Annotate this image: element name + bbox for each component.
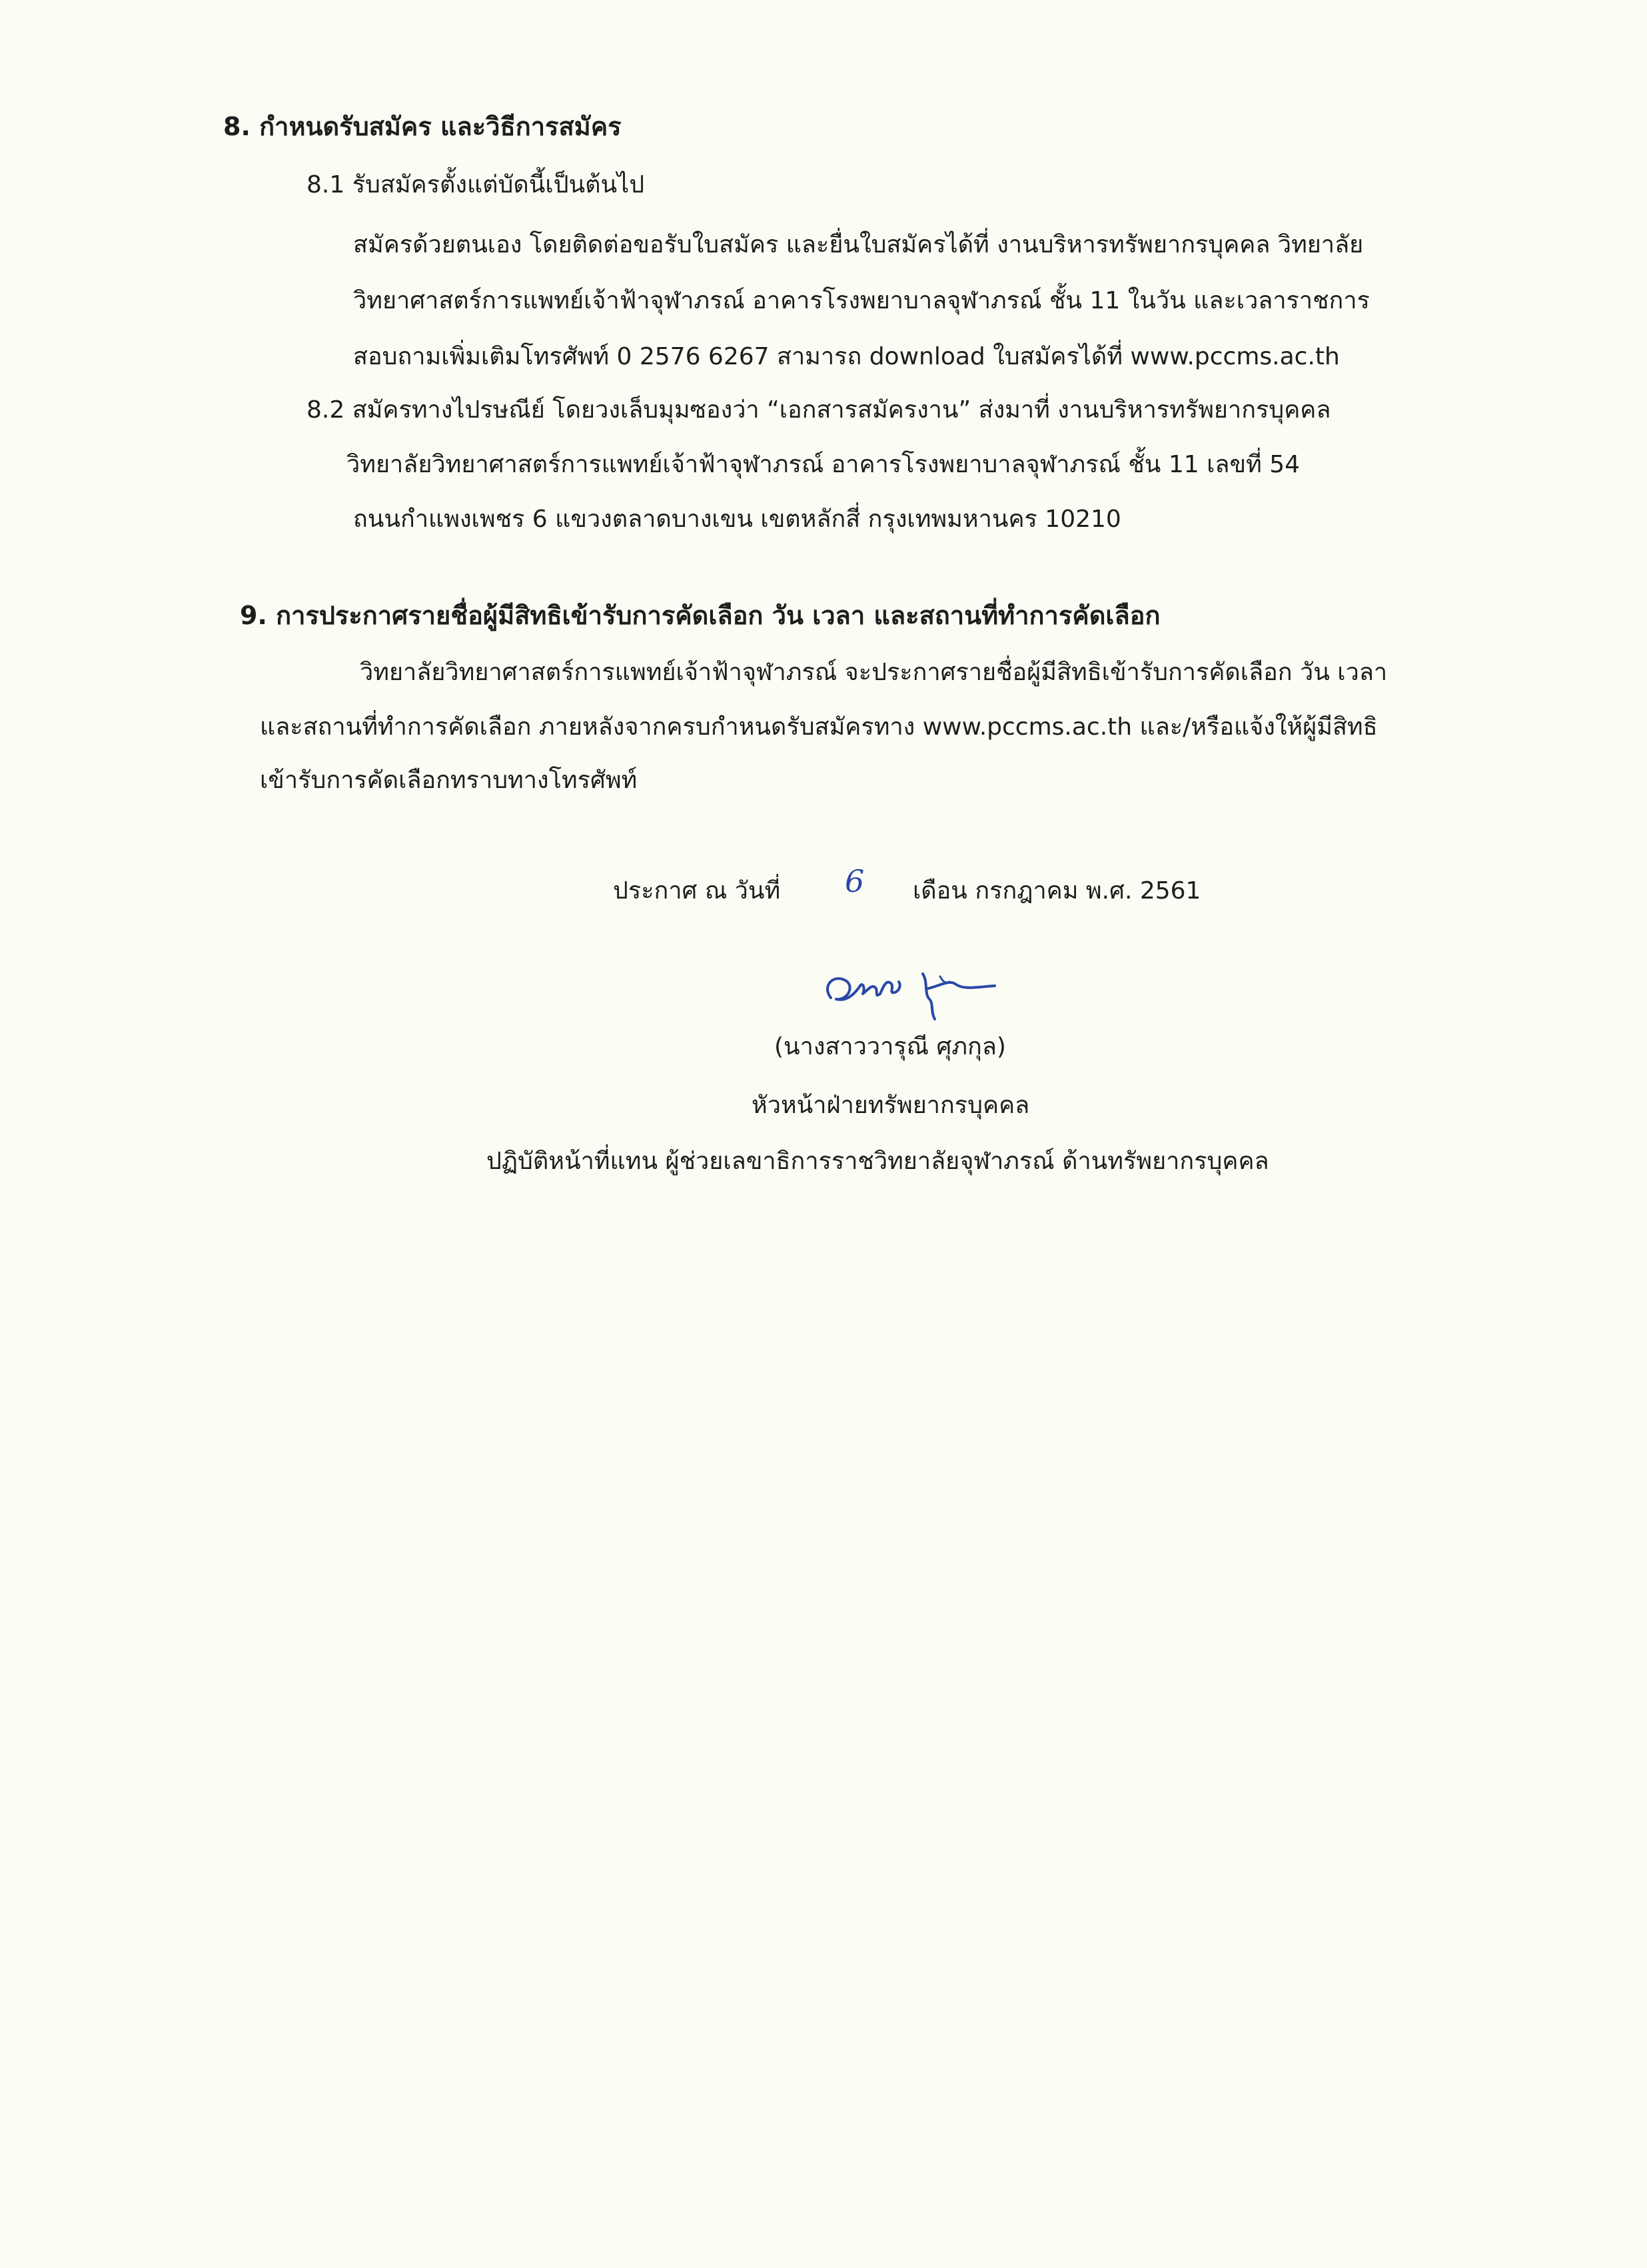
item-8-2-title: 8.2 สมัครทางไปรษณีย์ โดยวงเล็บมุมซองว่า “เอกสารสมัครงาน” ส่งมาที่ งานบริหารทรัพยากรบุคคล [306, 396, 1331, 424]
item-8-1-title: 8.1 รับสมัครตั้งแต่บัดนี้เป็นต้นไป [306, 171, 645, 198]
signatory-name: (นางสาววารุณี ศุภกุล) [774, 1033, 1006, 1060]
handwritten-signature [816, 959, 1016, 1026]
section-9-line-1: วิทยาลัยวิทยาศาสตร์การแพทย์เจ้าฟ้าจุฬาภรณ์ จะประกาศรายชื่อผู้มีสิทธิเข้ารับการคัดเลือก วัน เวลา [360, 659, 1388, 686]
section-9-line-2: และสถานที่ทำการคัดเลือก ภายหลังจากครบกำหนดรับสมัครทาง www.pccms.ac.th และ/หรือแจ้งให้ผู้มีสิทธิ [260, 713, 1378, 741]
announcement-month-year: เดือน กรกฎาคม พ.ศ. 2561 [913, 877, 1201, 905]
section-9-heading: 9. การประกาศรายชื่อผู้มีสิทธิเข้ารับการคัดเลือก วัน เวลา และสถานที่ทำการคัดเลือก [240, 601, 1161, 630]
signatory-acting-role: ปฏิบัติหน้าที่แทน ผู้ช่วยเลขาธิการราชวิทยาลัยจุฬาภรณ์ ด้านทรัพยากรบุคคล [486, 1148, 1269, 1175]
section-8-heading: 8. กำหนดรับสมัคร และวิธีการสมัคร [223, 112, 622, 141]
section-9-line-3: เข้ารับการคัดเลือกทราบทางโทรศัพท์ [260, 767, 638, 794]
announcement-prefix: ประกาศ ณ วันที่ [613, 877, 781, 905]
item-8-2-line-2: ถนนกำแพงเพชร 6 แขวงตลาดบางเขน เขตหลักสี่ กรุงเทพมหานคร 10210 [353, 506, 1121, 533]
signatory-position: หัวหน้าฝ่ายทรัพยากรบุคคล [752, 1092, 1030, 1119]
item-8-1-line-2: วิทยาศาสตร์การแพทย์เจ้าฟ้าจุฬาภรณ์ อาคารโรงพยาบาลจุฬาภรณ์ ชั้น 11 ในวัน และเวลาราชการ [353, 287, 1370, 314]
item-8-1-line-3: สอบถามเพิ่มเติมโทรศัพท์ 0 2576 6267 สามารถ download ใบสมัครได้ที่ www.pccms.ac.th [353, 343, 1340, 370]
item-8-1-line-1: สมัครด้วยตนเอง โดยติดต่อขอรับใบสมัคร และยื่นใบสมัครได้ที่ งานบริหารทรัพยากรบุคคล วิทยาลัย [353, 231, 1364, 258]
item-8-2-line-1: วิทยาลัยวิทยาศาสตร์การแพทย์เจ้าฟ้าจุฬาภรณ์ อาคารโรงพยาบาลจุฬาภรณ์ ชั้น 11 เลขที่ 54 [346, 451, 1301, 478]
announcement-day: 6 [845, 863, 865, 899]
